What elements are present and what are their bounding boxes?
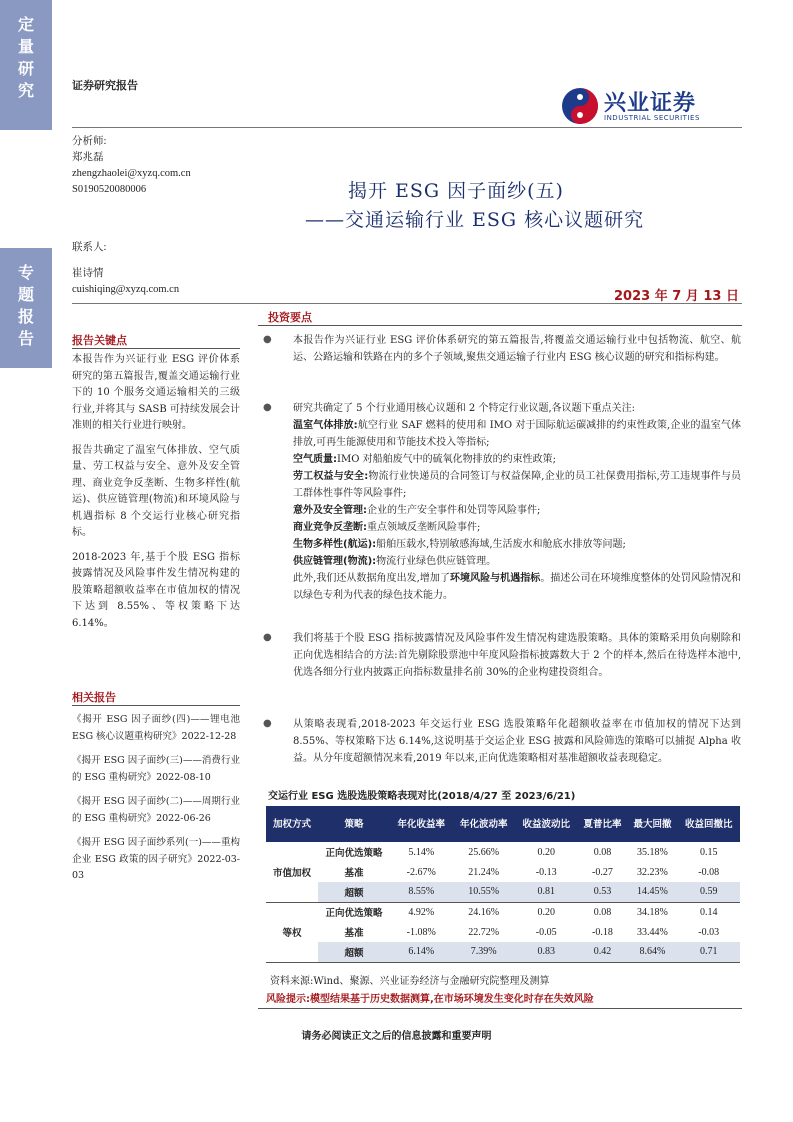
topic-item	[293, 536, 741, 553]
risk-warning: 风险提示:模型结果基于历史数据测算,在市场环境发生变化时存在失效风险	[266, 994, 594, 1005]
topic-name: 意外及安全管理:	[293, 505, 367, 516]
column-header: 策略	[318, 806, 390, 842]
topic-text: IMO 对船舶废气中的硫氧化物排放的约束性政策;	[337, 454, 556, 465]
analyst-cert: S0190520080006	[72, 184, 147, 195]
topic-text: 船舶压载水,特别敏感海域,生活废水和舱底水排放等问题;	[376, 539, 626, 550]
related-report-link[interactable]: 《揭开 ESG 因子面纱(三)——消费行业的 ESG 重构研究》2022-08-10	[72, 755, 240, 783]
paragraph-1: 本报告作为兴证行业 ESG 评价体系研究的第五篇报告,将覆盖交通运输行业中包括物流、航空、航运、公路运输和铁路在内的多个子领域,聚焦交通运输子行业内 ESG 核心议题的研究和指标构建。	[293, 335, 741, 363]
header-divider	[72, 127, 742, 128]
risk-divider	[258, 1008, 742, 1009]
topic-name: 温室气体排放:	[293, 420, 358, 431]
report-date: 2023 年 7 月 13 日	[614, 289, 739, 304]
contact-label: 联系人:	[72, 242, 107, 253]
topic-text: 物流行业绿色供应链管理。	[376, 556, 497, 567]
analyst-name: 郑兆磊	[72, 152, 104, 163]
company-logo	[560, 86, 730, 126]
paragraph-4: 从策略表现看,2018-2023 年交运行业 ESG 选股策略年化超额收益率在市值加权的情况下达到 8.55%、等权策略下达 6.14%,这说明基于交运企业 ESG 披露和风险筛选的策略可以捕捉 Alpha 收益。从分年度超额情况来看,2019 年以来,正向优选策略相对基准超额收益表现稳定。	[293, 719, 741, 764]
logo-en-text: INDUSTRIAL SECURITIES	[604, 114, 700, 122]
topic-name: 供应链管理(物流):	[293, 556, 377, 567]
sidebar-char: 告	[17, 329, 34, 348]
topic-name: 空气质量:	[293, 454, 337, 465]
date-divider	[72, 303, 742, 304]
key-points-list	[72, 352, 240, 640]
topic-item	[293, 502, 741, 519]
weighting-cell: 市值加权	[266, 842, 318, 902]
related-reports-heading: 相关报告	[72, 691, 116, 704]
key-point: 本报告作为兴证行业 ESG 评价体系研究的第五篇报告,覆盖交通运输行业下的 10 个服务交通运输相关的三级行业,并将其与 SASB 可持续发展会计准则的相关行业进行映射。	[72, 354, 240, 431]
paragraph-3: 我们将基于个股 ESG 指标披露情况及风险事件发生情况构建选股策略。具体的策略采用负向剔除和正向优选相结合的方法:首先剔除股票池中年度风险指标披露数大于 2 个的样本,然后在待选样本池中,优选各细分行业内披露正向指标数量排名前 30%的企业构建投资组合。	[293, 633, 741, 678]
highlights-divider	[258, 325, 742, 326]
related-report-link[interactable]: 《揭开 ESG 因子面纱(四)——锂电池 ESG 核心议题重构研究》2022-12-28	[72, 714, 240, 742]
table-title: 交运行业 ESG 选股选股策略表现对比(2018/4/27 至 2023/6/21)	[268, 791, 576, 802]
key-point: 报告共确定了温室气体排放、空气质量、劳工权益与安全、意外及安全管理、商业竞争反垄断、生物多样性(航运)、供应链管理(物流)和环境风险与机遇指标 8 个交运行业核心研究指标。	[72, 444, 240, 538]
related-report-link[interactable]: 《揭开 ESG 因子面纱系列(一)——重构企业 ESG 政策的因子研究》2022-03-03	[72, 837, 240, 881]
bullet-icon: ●	[263, 632, 272, 643]
table-row: 市值加权 正向优选策略 5.14% 25.66% 0.20 0.08 35.18% 0.15	[266, 842, 740, 862]
performance-table	[266, 806, 740, 963]
paragraph-2-tail: 此外,我们还从数据角度出发,增加了环境风险与机遇指标。描述公司在环境维度整体的处罚风险情况和以绿色专利为代表的绿色技术能力。	[293, 573, 742, 601]
sidebar-char: 报	[17, 307, 34, 326]
sidebar-mid-label	[0, 262, 52, 350]
topic-name: 生物多样性(航运):	[293, 539, 377, 550]
sidebar-top-label	[0, 14, 52, 102]
topic-item	[293, 468, 741, 502]
weighting-cell: 等权	[266, 902, 318, 962]
logo-swirl-icon	[560, 86, 600, 126]
table-header-row	[266, 806, 740, 842]
column-header: 年化波动率	[452, 806, 514, 842]
table-row: 超额 8.55% 10.55% 0.81 0.53 14.45% 0.59	[266, 882, 740, 902]
report-subtitle: ——交通运输行业 ESG 核心议题研究	[305, 209, 645, 231]
bullet-icon: ●	[263, 334, 272, 345]
table-row: 基准 -2.67% 21.24% -0.13 -0.27 32.23% -0.08	[344, 866, 720, 879]
sidebar-char: 题	[17, 285, 34, 304]
key-points-heading: 报告关键点	[72, 334, 127, 347]
analyst-block	[72, 134, 191, 198]
paragraph-2-intro: 研究共确定了 5 个行业通用核心议题和 2 个特定行业议题,各议题下重点关注:	[293, 403, 635, 414]
contact-email[interactable]: cuishiqing@xyzq.com.cn	[72, 284, 180, 295]
column-header: 年化收益率	[390, 806, 452, 842]
analyst-label: 分析师:	[72, 136, 107, 147]
topic-text: 重点领域反垄断风险事件;	[367, 522, 481, 533]
contact-block	[72, 240, 179, 298]
contact-name: 崔诗情	[72, 268, 104, 279]
sidebar-char: 定	[17, 15, 34, 34]
topic-item	[293, 519, 741, 536]
sidebar-char: 专	[17, 263, 34, 282]
paragraph-2	[293, 400, 741, 604]
analyst-email[interactable]: zhengzhaolei@xyzq.com.cn	[72, 168, 191, 179]
related-reports-list	[72, 712, 240, 893]
topic-item	[293, 451, 741, 468]
related-divider	[72, 705, 240, 706]
sidebar-char: 究	[17, 81, 34, 100]
sidebar-char: 量	[17, 37, 34, 56]
table-row: 基准 -1.08% 22.72% -0.05 -0.18 33.44% -0.03	[344, 926, 720, 939]
column-header: 加权方式	[266, 806, 318, 842]
investment-highlights-heading: 投资要点	[268, 311, 312, 324]
topic-name: 劳工权益与安全:	[293, 471, 369, 482]
highlight-term: 环境风险与机遇指标	[449, 573, 541, 584]
bullet-icon: ●	[263, 402, 272, 413]
topic-item	[293, 553, 741, 570]
topic-text: 航空行业 SAF 燃料的使用和 IMO 对于国际航运碳减排的约束性政策,企业的温室气体排放,可再生能源使用和节能技术投入等指标;	[293, 420, 741, 448]
table-row: 超额 6.14% 7.39% 0.83 0.42 8.64% 0.71	[266, 942, 740, 962]
column-header: 最大回撤	[627, 806, 677, 842]
key-point: 2018-2023 年,基于个股 ESG 指标披露情况及风险事件发生情况构建的股策略超额收益率在市值加权的情况下达到 8.55%、等权策略下达 6.14%。	[72, 551, 240, 629]
topic-text: 企业的生产安全事件和处罚等风险事件;	[367, 505, 541, 516]
related-report-link[interactable]: 《揭开 ESG 因子面纱(二)——周期行业的 ESG 重构研究》2022-06-26	[72, 796, 240, 824]
table-row: 等权 正向优选策略 4.92% 24.16% 0.20 0.08 34.18% 0.14	[266, 902, 740, 922]
key-points-divider	[72, 348, 240, 349]
column-header: 收益回撤比	[677, 806, 740, 842]
doc-type: 证券研究报告	[72, 79, 138, 92]
column-header: 收益波动比	[515, 806, 577, 842]
logo-cn-text: 兴业证券	[604, 91, 697, 116]
disclaimer-footer: 请务必阅读正文之后的信息披露和重要声明	[301, 1031, 492, 1042]
sidebar-char: 研	[17, 59, 34, 78]
table-source: 资料来源:Wind、聚源、兴业证券经济与金融研究院整理及测算	[270, 976, 550, 987]
column-header: 夏普比率	[577, 806, 627, 842]
bullet-icon: ●	[263, 718, 272, 729]
topic-item	[293, 417, 741, 451]
topic-name: 商业竞争反垄断:	[293, 522, 367, 533]
sidebar	[0, 0, 52, 1122]
report-title: 揭开 ESG 因子面纱(五)	[348, 180, 564, 202]
topic-text: 物流行业快递员的合同签订与权益保障,企业的员工社保费用指标,劳工违规事件与员工群体性事件等风险事件;	[293, 471, 741, 499]
